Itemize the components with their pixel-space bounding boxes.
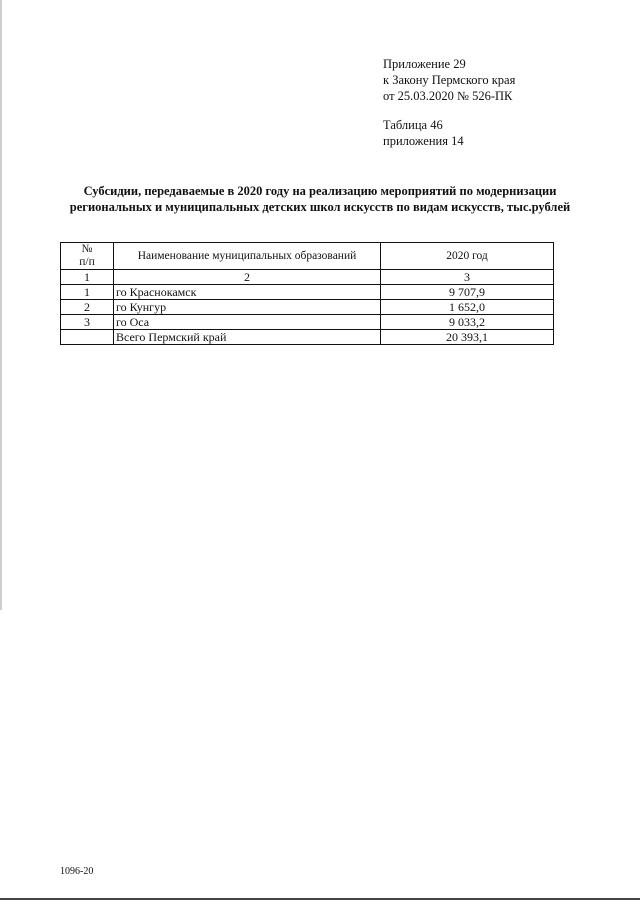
document-code: 1096-20: [60, 866, 94, 877]
table-row: [61, 285, 554, 300]
total-row-number: [61, 330, 114, 345]
table-header-row: [61, 243, 554, 270]
document-title: [40, 183, 600, 215]
table-appendix-ref: приложения 14: [383, 134, 464, 148]
municipality-name: го Оса: [114, 315, 381, 330]
column-number-1: 1: [61, 270, 114, 285]
header-number: [61, 243, 114, 270]
row-number: 3: [61, 315, 114, 330]
subsidies-table: [60, 242, 554, 345]
column-number-2: 2: [114, 270, 381, 285]
title-line-2: региональных и муниципальных детских школ искусств по видам искусств, тыс.рублей: [69, 200, 571, 214]
municipality-name: го Кунгур: [114, 300, 381, 315]
title-line-1: Субсидии, передаваемые в 2020 году на реализацию мероприятий по модернизации: [83, 184, 557, 198]
total-amount: 20 393,1: [381, 330, 554, 345]
row-number: 2: [61, 300, 114, 315]
appendix-number: Приложение 29: [383, 57, 466, 71]
header-year: 2020 год: [381, 243, 554, 270]
header-number-line-1: №: [81, 243, 93, 255]
table-row: [61, 300, 554, 315]
header-number-line-2: п/п: [79, 256, 95, 268]
subsidy-amount: 9 707,9: [381, 285, 554, 300]
subsidy-amount: 9 033,2: [381, 315, 554, 330]
table-reference: [383, 117, 464, 149]
scan-edge-bottom: [0, 898, 640, 900]
subsidy-amount: 1 652,0: [381, 300, 554, 315]
column-numbering-row: [61, 270, 554, 285]
table-row: [61, 315, 554, 330]
scan-edge-left: [0, 0, 2, 610]
total-row: [61, 330, 554, 345]
municipality-name: го Краснокамск: [114, 285, 381, 300]
total-label: Всего Пермский край: [114, 330, 381, 345]
appendix-law-date: от 25.03.2020 № 526-ПК: [383, 89, 513, 103]
table-number: Таблица 46: [383, 118, 443, 132]
appendix-law-ref: к Закону Пермского края: [383, 73, 516, 87]
column-number-3: 3: [381, 270, 554, 285]
appendix-header: [383, 56, 515, 104]
row-number: 1: [61, 285, 114, 300]
header-municipality: Наименование муниципальных образований: [114, 243, 381, 270]
